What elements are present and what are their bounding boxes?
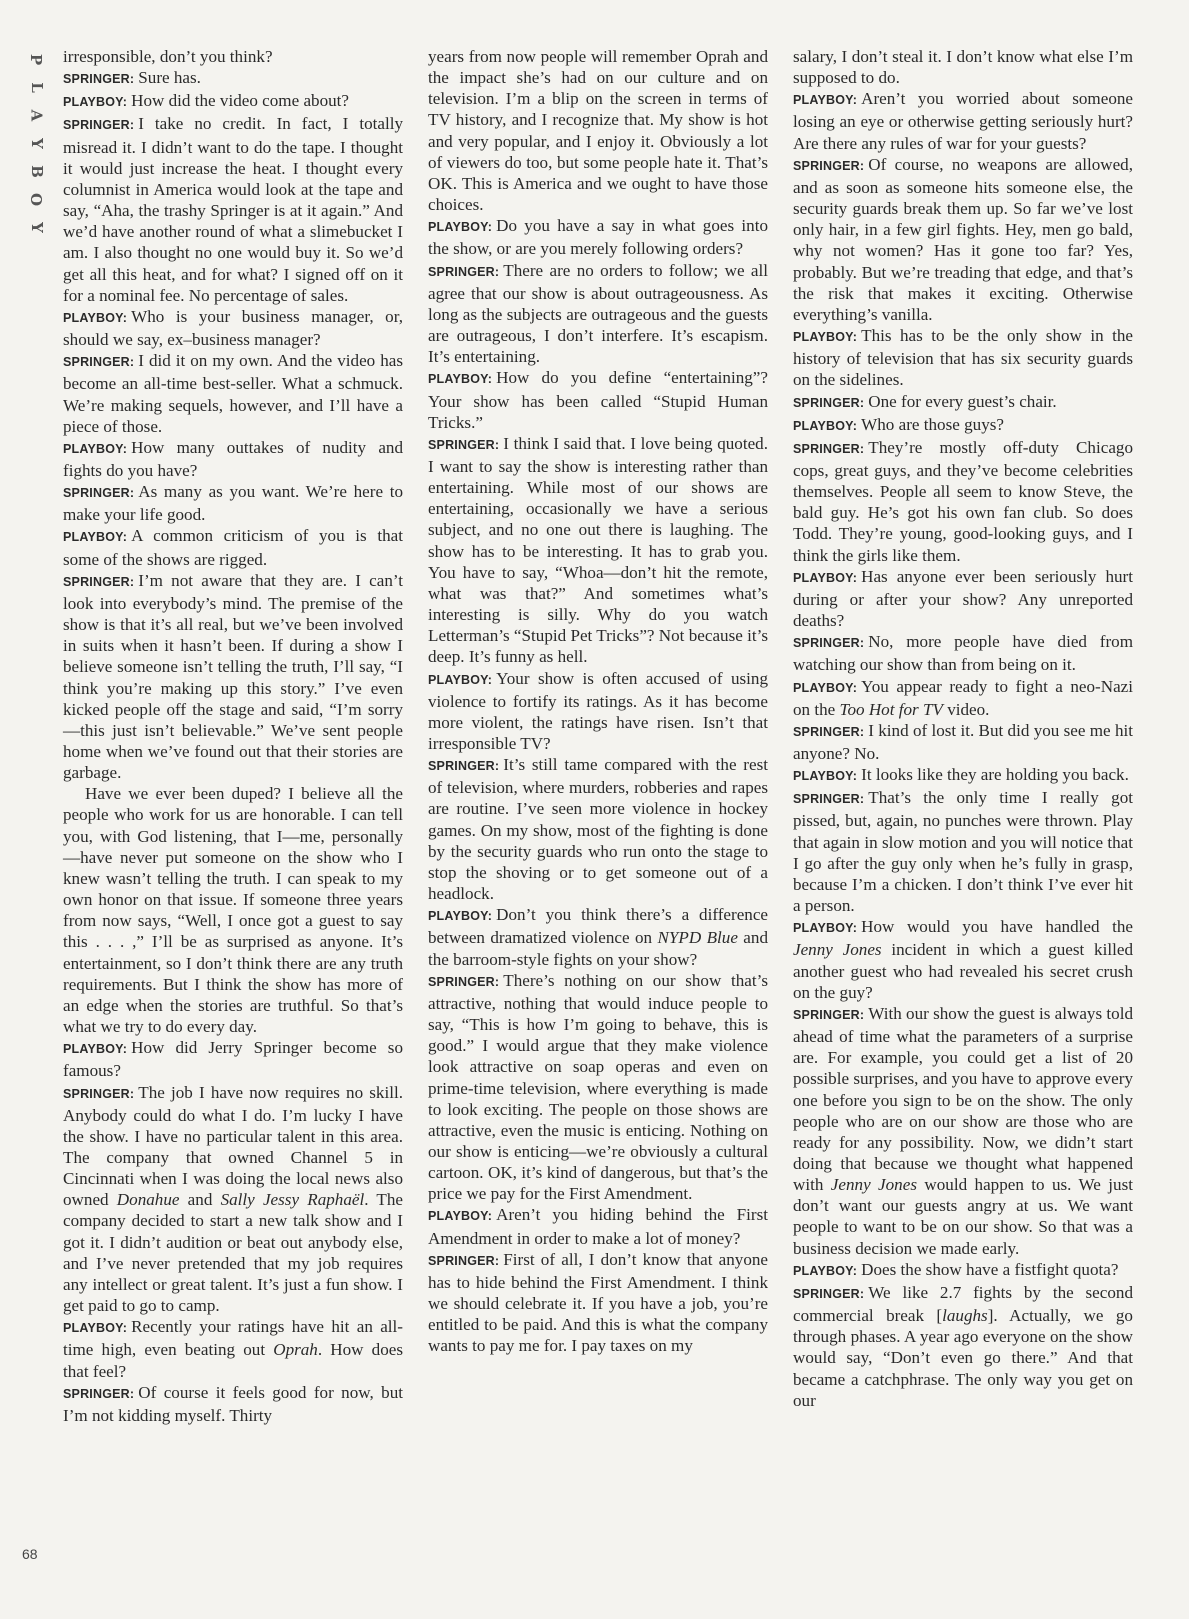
paragraph-text: How do you define “entertaining”? Your show has been called “Stupid Human Tricks.” [428, 368, 768, 432]
speaker-label: PLAYBOY: [793, 921, 858, 936]
speaker-label: PLAYBOY: [63, 310, 128, 325]
speaker-label: PLAYBOY: [793, 418, 858, 433]
paragraph-text: As many as you want. We’re here to make your life good. [63, 482, 403, 525]
speaker-label: PLAYBOY: [63, 1321, 128, 1336]
interview-paragraph [428, 367, 768, 432]
paragraph-text: video. [942, 699, 990, 719]
italic-title-text: Sally Jessy Raphaël [220, 1190, 365, 1210]
paragraph-text: I’m not aware that they are. I can’t look into everybody’s mind. The premise of the show is that it’s all real, but we’ve been involved in suits when it hasn’t been. If during a show I believe someone isn’t telling the truth, I’ll say, “I think you’re making up this story.” I’ve even kicked people off the stage and said, “I’m sorry—this just isn’t believable.” We’ve sent people home when we’ve found out that their stories are garbage. [63, 570, 403, 783]
paragraph-text: I kind of lost it. But did you see me hit anyone? No. [793, 720, 1133, 763]
paragraph-text: There are no orders to follow; we all agree that our show is about outrageousness. As long as the subjects are outrageous and the guests are outrageous, I don’t interfere. It’s escapism. It’s entertaining. [428, 260, 768, 367]
interview-paragraph [428, 433, 768, 668]
paragraph-text: Has anyone ever been seriously hurt during or after your show? Any unreported deaths? [793, 566, 1133, 631]
interview-paragraph [793, 720, 1133, 764]
interview-paragraph [428, 668, 768, 755]
paragraph-text: Does the show have a fistfight quota? [861, 1259, 1119, 1279]
interview-paragraph [793, 764, 1133, 787]
interview-paragraph [793, 566, 1133, 631]
interview-paragraph [793, 154, 1133, 325]
italic-title-text: Too Hot for TV [839, 699, 943, 719]
text-column-1 [63, 46, 403, 1426]
text-column-2 [428, 46, 768, 1357]
speaker-label: SPRINGER: [793, 158, 865, 173]
sidebar-letter: P [27, 53, 46, 66]
italic-title-text: NYPD Blue [657, 928, 738, 948]
paragraph-text: I think I said that. I love being quoted. I want to say the show is interesting rather than entertaining. While most of our shows are entertaining, occasionally we have a serious subject, and no one out there is laughing. The show has to be interesting. It has to grab you. You have to say, “Whoa—don’t hit the remote, what was that?” And sometimes what’s interesting is silly. Why do you watch Letterman’s “Stupid Pet Tricks”? Not because it’s deep. It’s funny as hell. [428, 433, 768, 667]
speaker-label: PLAYBOY: [63, 530, 128, 545]
paragraph-text: I take no credit. In fact, I totally misread it. I didn’t want to do the tape. I thought it would just increase the heat. I thought every columnist in America would look at the tape and say, “Aha, the trashy Springer is at it again.” And we’d have another round of what a slimebucket I am. I also thought no one would buy it. So we’d get all this heat, and for what? I signed off on it for a nominal fee. No percentage of sales. [63, 114, 403, 305]
italic-title-text: laughs [942, 1306, 988, 1326]
speaker-label: SPRINGER: [428, 264, 500, 279]
paragraph-text: No, more people have died from watching our show than from being on it. [793, 632, 1133, 675]
speaker-label: SPRINGER: [63, 118, 135, 133]
paragraph-text: One for every guest’s chair. [868, 391, 1057, 411]
paragraph-text: This has to be the only show in the history of television that has six security guards on the sidelines. [793, 326, 1133, 390]
speaker-label: PLAYBOY: [793, 570, 858, 585]
italic-title-text: Donahue [116, 1190, 180, 1210]
interview-paragraph [428, 215, 768, 259]
interview-paragraph [793, 631, 1133, 675]
interview-paragraph [793, 676, 1133, 720]
paragraph-text: We like 2.7 fights by the second commercial break [ [793, 1282, 1133, 1326]
speaker-label: PLAYBOY: [428, 220, 493, 235]
paragraph-text: Recently your ratings have hit an all-time high, even beating out [63, 1317, 403, 1360]
sidebar-letter: A [27, 109, 46, 122]
paragraph-text: years from now people will remember Oprah and the impact she’s had on our culture and on television. I’m a blip on the screen in terms of TV history, and I recognize that. My show is hot and very popular, and I enjoy it. Obviously a lot of viewers do too, but some people hate it. That’s OK. This is America and we ought to have those choices. [428, 47, 768, 215]
speaker-label: PLAYBOY: [428, 672, 493, 687]
interview-paragraph [63, 350, 403, 437]
speaker-label: PLAYBOY: [793, 330, 858, 345]
paragraph-text: You appear ready to fight a neo-Nazi on the [793, 676, 1133, 719]
speaker-label: PLAYBOY: [793, 680, 858, 695]
speaker-label: SPRINGER: [793, 395, 865, 410]
speaker-label: SPRINGER: [793, 1286, 865, 1301]
interview-paragraph [793, 1282, 1133, 1411]
sidebar-letter: Y [27, 138, 46, 149]
paragraph-text: There’s nothing on our show that’s attractive, nothing that would induce people to say, “This is how I’m going to behave, this is good.” I would argue that they make violence look attractive on soap operas and even on prime-time television, where everything is made to look exciting. The people on those shows are attractive, even the music is enticing. Nothing on our show is enticing—we’re obviously a cultural cartoon. OK, it’s kind of dangerous, but that’s the price we pay for the First Amendment. [428, 970, 768, 1204]
sidebar-letter: Y [27, 222, 46, 233]
speaker-label: SPRINGER: [428, 1253, 500, 1268]
sidebar-letter: B [27, 165, 46, 178]
speaker-label: SPRINGER: [63, 486, 135, 501]
paragraph-text: Don’t you think there’s a difference between dramatized violence on [428, 905, 768, 948]
speaker-label: PLAYBOY: [793, 769, 858, 784]
interview-paragraph [428, 1204, 768, 1248]
interview-paragraph [63, 481, 403, 525]
paragraph-text: Aren’t you worried about someone losing an eye or otherwise getting seriously hurt? Are there any rules of war for your guests? [793, 89, 1133, 153]
paragraph-text: How many outtakes of nudity and fights do you have? [63, 437, 403, 480]
interview-paragraph [428, 904, 768, 969]
speaker-label: SPRINGER: [63, 1386, 135, 1401]
speaker-label: SPRINGER: [428, 759, 500, 774]
paragraph-text: and the barroom-style fights on your show? [428, 928, 768, 969]
speaker-label: PLAYBOY: [63, 1042, 128, 1057]
speaker-label: PLAYBOY: [793, 93, 858, 108]
speaker-label: PLAYBOY: [63, 95, 128, 110]
interview-paragraph [793, 391, 1133, 414]
interview-paragraph [63, 570, 403, 784]
speaker-label: PLAYBOY: [63, 441, 128, 456]
interview-paragraph [793, 1003, 1133, 1259]
magazine-sidebar-title [24, 48, 48, 239]
speaker-label: SPRINGER: [793, 1007, 865, 1022]
interview-paragraph [793, 46, 1133, 88]
interview-paragraph [63, 437, 403, 481]
interview-paragraph [793, 787, 1133, 916]
sidebar-letter: O [27, 192, 46, 207]
speaker-label: SPRINGER: [63, 574, 135, 589]
paragraph-text: . How does that feel? [63, 1340, 403, 1381]
paragraph-text: would happen to us. We just don’t want our guests angry at us. We want people to want to be on our show. So that was a business decision we made early. [793, 1175, 1133, 1258]
interview-paragraph [793, 414, 1133, 437]
speaker-label: SPRINGER: [63, 355, 135, 370]
speaker-label: SPRINGER: [428, 437, 500, 452]
interview-paragraph [793, 437, 1133, 566]
speaker-label: SPRINGER: [63, 1086, 135, 1101]
paragraph-text: It’s still tame compared with the rest of television, where murders, robberies and rapes are routine. I’ve seen more violence in hockey games. On my show, most of the fighting is done by the security guards who run onto the stage to stop the shoving or to get someone out of a headlock. [428, 755, 768, 904]
paragraph-text: They’re mostly off-duty Chicago cops, great guys, and they’ve become celebrities themselves. People all seem to know Steve, the bald guy. He’s got his own fan club. So does Todd. They’re young, good-looking guys, and I think the girls like them. [793, 437, 1133, 565]
sidebar-letter: L [27, 82, 46, 93]
paragraph-text: How would you have handled the [861, 917, 1133, 937]
paragraph-text: How did the video come about? [131, 91, 350, 111]
italic-title-text: Jenny Jones [793, 940, 882, 960]
italic-title-text: Jenny Jones [830, 1175, 917, 1195]
speaker-label: PLAYBOY: [793, 1263, 858, 1278]
italic-title-text: Oprah [273, 1340, 318, 1360]
interview-paragraph [428, 260, 768, 368]
interview-paragraph [428, 754, 768, 904]
speaker-label: PLAYBOY: [428, 1209, 493, 1224]
paragraph-text: I did it on my own. And the video has become an all-time best-seller. What a schmuck. We’re making sequels, however, and I’ll have a piece of those. [63, 351, 403, 436]
paragraph-text: Of course it feels good for now, but I’m not kidding myself. Thirty [63, 1382, 403, 1425]
paragraph-text: Who are those guys? [861, 414, 1005, 434]
interview-paragraph [63, 67, 403, 90]
interview-paragraph [793, 325, 1133, 390]
interview-paragraph [428, 970, 768, 1205]
paragraph-text: A common criticism of you is that some of the shows are rigged. [63, 526, 403, 569]
interview-paragraph [63, 46, 403, 67]
paragraph-text: ]. Actually, we go through phases. A year ago everyone on the show would say, “Don’t even go there.” And that became a catchphrase. The only way you get on our [793, 1306, 1133, 1410]
interview-paragraph [428, 46, 768, 215]
paragraph-text: It looks like they are holding you back. [861, 765, 1129, 785]
interview-paragraph [63, 783, 403, 1037]
interview-paragraph [63, 306, 403, 350]
speaker-label: SPRINGER: [428, 974, 500, 989]
page-number: 68 [22, 1546, 38, 1562]
paragraph-text: Have we ever been duped? I believe all the people who work for us are honorable. I can tell you, with God listening, that I—me, personally—have never put someone on the show who I knew wasn’t telling the truth. I can speak to my own honor on that issue. If someone three years from now says, “Well, I once got a guest to say this . . . ,” I’ll be as surprised as anyone. It’s entertainment, so I don’t think there are any truth requirements. But I think the show has more of an edge when the stories are truthful. So that’s what we try to do every day. [63, 784, 403, 1037]
interview-paragraph [428, 1249, 768, 1357]
paragraph-text: With our show the guest is always told ahead of time what the parameters of a surprise are. For example, you could get a list of 20 possible surprises, and you have to approve every one before you sign to be on the show. The only people who are on our show are those who are ready for any possibility. Now, we didn’t start doing that because we thought what happened with [793, 1003, 1133, 1195]
speaker-label: SPRINGER: [793, 792, 865, 807]
interview-paragraph [793, 1259, 1133, 1282]
paragraph-text: Your show is often accused of using violence to fortify its ratings. As it has become more violent, the ratings have risen. Isn’t that irresponsible TV? [428, 668, 768, 753]
interview-paragraph [63, 1382, 403, 1426]
paragraph-text: Of course, no weapons are allowed, and as soon as someone hits someone else, the security guards break them up. So far we’ve lost only hair, in a few girl fights. Hey, men go bald, why not women? Has it gone too far? Yes, probably. But we’re treading that edge, and that’s the risk that makes it exciting. Otherwise everything’s vanilla. [793, 154, 1133, 324]
paragraph-text: Aren’t you hiding behind the First Amendment in order to make a lot of money? [428, 1205, 768, 1248]
speaker-label: SPRINGER: [793, 441, 865, 456]
speaker-label: SPRINGER: [793, 636, 865, 651]
speaker-label: SPRINGER: [793, 724, 865, 739]
paragraph-text: irresponsible, don’t you think? [63, 47, 273, 66]
text-column-3 [793, 46, 1133, 1411]
paragraph-text: How did Jerry Springer become so famous? [63, 1038, 403, 1081]
interview-paragraph [63, 90, 403, 113]
paragraph-text: First of all, I don’t know that anyone has to hide behind the First Amendment. I think we should celebrate it. If you have a job, you’re entitled to be paid. And this is what the company wants to pay me for. I pay taxes on my [428, 1249, 768, 1356]
speaker-label: PLAYBOY: [428, 372, 493, 387]
interview-paragraph [793, 916, 1133, 1003]
paragraph-text: Do you have a say in what goes into the show, or are you merely following orders? [428, 216, 768, 259]
interview-paragraph [63, 113, 403, 305]
paragraph-text: Sure has. [138, 68, 201, 88]
interview-paragraph [63, 1082, 403, 1317]
interview-paragraph [793, 88, 1133, 153]
paragraph-text: That’s the only time I really got pissed, but, again, no punches were thrown. Play that again in slow motion and you will notice that I go after the guy only when he’s fully in grasp, because I’m a chicken. I don’t think I’ve ever hit a person. [793, 788, 1133, 916]
paragraph-text: incident in which a guest killed another guest who had revealed his secret crush on the guy? [793, 940, 1133, 1002]
speaker-label: SPRINGER: [63, 72, 135, 87]
paragraph-text: Who is your business manager, or, should we say, ex–business manager? [63, 306, 403, 350]
interview-paragraph [63, 525, 403, 569]
paragraph-text: The job I have now requires no skill. Anybody could do what I do. I’m lucky I have the show. I have no particular talent in this area. The company that owned Channel 5 in Cincinnati when I was doing the local news also owned [63, 1082, 403, 1210]
speaker-label: PLAYBOY: [428, 909, 493, 924]
interview-paragraph [63, 1037, 403, 1081]
paragraph-text: salary, I don’t steal it. I don’t know what else I’m supposed to do. [793, 47, 1133, 88]
paragraph-text: . The company decided to start a new talk show and I got it. I didn’t audition or beat out anybody else, and I’ve never pretended that my job requires any intellect or great talent. It’s just a fun show. I get paid to go to camp. [63, 1190, 403, 1316]
interview-paragraph [63, 1316, 403, 1381]
paragraph-text: and [179, 1190, 221, 1210]
